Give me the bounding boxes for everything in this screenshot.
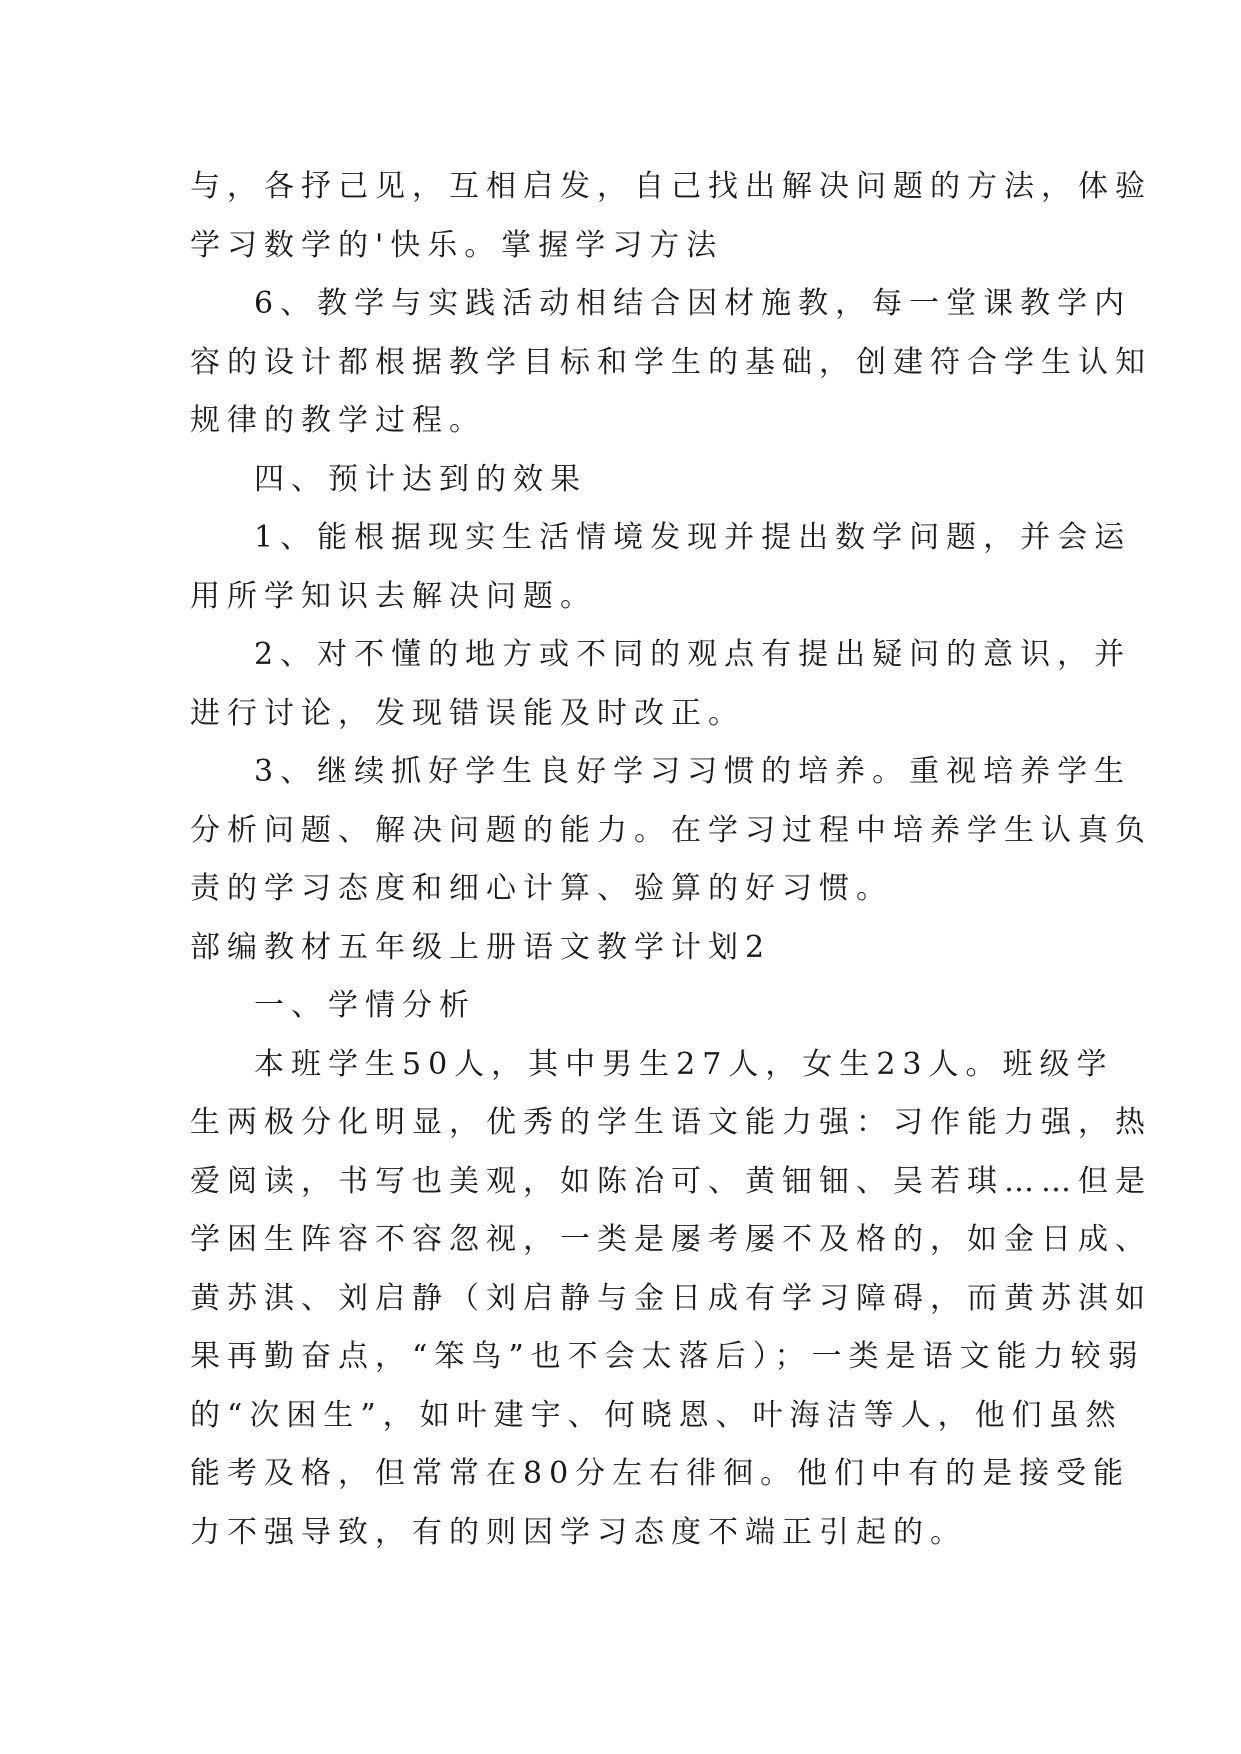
text-line: 学习数学的'快乐。掌握学习方法: [190, 227, 724, 263]
text-line: 果再勤奋点，“笨鸟”也不会太落后）；一类是语文能力较弱: [190, 1339, 1145, 1374]
text-line: 规律的教学过程。: [190, 403, 486, 438]
section-heading: 四、预计达到的效果: [254, 461, 587, 497]
paragraph-start: 2、对不懂的地方或不同的观点有提出疑问的意识，并: [254, 637, 1132, 672]
text-line: 责的学习态度和细心计算、验算的好习惯。: [190, 871, 893, 906]
section-heading: 一、学情分析: [254, 988, 476, 1023]
paragraph-start: 1、能根据现实生活情境发现并提出数学问题，并会运: [254, 520, 1132, 555]
paragraph-start: 3、继续抓好学生良好学习习惯的培养。重视培养学生: [254, 754, 1132, 789]
document-title: 部编教材五年级上册语文教学计划2: [190, 929, 772, 965]
text-line: 的“次困生”，如叶建宇、何晓恩、叶海洁等人，他们虽然: [190, 1397, 1123, 1433]
text-line: 生两极分化明显，优秀的学生语文能力强：习作能力强，热: [190, 1105, 1152, 1140]
document-body: [190, 158, 1152, 1562]
text-line: 分析问题、解决问题的能力。在学习过程中培养学生认真负: [190, 812, 1152, 848]
text-line: 容的设计都根据教学目标和学生的基础，创建符合学生认知: [190, 344, 1152, 380]
paragraph-start: 6、教学与实践活动相结合因材施教，每一堂课教学内: [254, 286, 1132, 321]
text-line: 能考及格，但常常在80分左右徘徊。他们中有的是接受能: [190, 1456, 1131, 1491]
text-line: 爱阅读，书写也美观，如陈冶可、黄钿钿、吴若琪……但是: [190, 1163, 1152, 1199]
text-line: 进行讨论，发现错误能及时改正。: [190, 695, 745, 731]
text-line: 用所学知识去解决问题。: [190, 578, 597, 614]
text-line: 学困生阵容不容忽视，一类是屡考屡不及格的，如金日成、: [190, 1222, 1152, 1257]
text-line: 力不强导致，有的则因学习态度不端正引起的。: [190, 1514, 967, 1550]
text-line: 与，各抒己见，互相启发，自己找出解决问题的方法，体验: [190, 169, 1152, 204]
paragraph-start: 本班学生50人，其中男生27人，女生23人。班级学: [254, 1046, 1114, 1082]
text-line: 黄苏淇、刘启静（刘启静与金日成有学习障碍，而黄苏淇如: [190, 1280, 1152, 1316]
